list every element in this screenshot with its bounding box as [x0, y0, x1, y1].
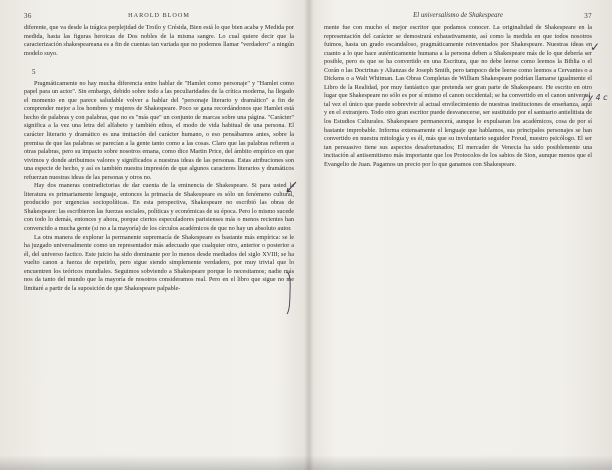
bottom-shadow	[0, 455, 612, 470]
right-running-title: El universalismo de Shakespeare	[413, 12, 503, 19]
left-running-title: HAROLD BLOOM	[128, 12, 190, 19]
right-body-text	[324, 24, 592, 169]
book-gutter	[304, 0, 314, 470]
pencil-arrow-mark	[284, 180, 298, 196]
check-mark: ✓	[590, 40, 601, 54]
margin-note: / y 4 c	[583, 93, 608, 102]
right-running-head	[324, 10, 592, 24]
left-intro-paragraph: diferente, que va desde la trágica perplejidad de Troilo y Crésida, Bien está lo que bien acaba y Medida por medida, hasta las figuras heroicas de Dos nobles de la misma sangre. Lo cual quiere decir que la caracterización shakespeareana es a fin de cuentas tan variada que no podemos llamar "verdadero" a ningún modelo suyo.	[24, 24, 294, 57]
left-paragraph: Hay dos maneras contradictorias de dar cuenta de la eminencia de Shakespeare. Si para usted la literatura es primariamente lenguaje, entonces la primacía de Shakespeare es sólo un fenómeno cultural, producido por urgencias sociopolíticas. En esta perspectiva, Shakespeare no escribió las obras de Shakespeare: las escribieron las fuerzas sociales, políticas y económicas de su época. Pero lo mismo sucede con todo lo demás, entonces y ahora, porque ciertos especuladores parisienses más o menos recientes han convencido a mucha gente (si no a la mayoría) de los círculos académicos de que no hay un absoluto autor.	[24, 182, 294, 233]
left-page-number: 36	[24, 12, 32, 20]
right-paragraph: mente fue con mucho el mejor escritor que podamos conocer. La originalidad de Shakespeare en la representación del carácter se demostrará exhaustivamente, así como la medida en que todos nosotros fuimos, hasta un grado escandaloso, pragmáticamente reinventados por Shakespeare. Nuestras ideas en cuanto a lo que hace auténticamente humana a la persona deben a Shakespeare más de lo que debería ser posible, pero es que se ha convertido en una Escritura, que no debe leerse como leemos la Biblia o el Corán o las Doctrinas y Alianzas de Joseph Smith, pero tampoco debe leerse como leemos a Cervantes o a Dickens o a Walt Whitman. Las Obras Completas de William Shakespeare podrían llamarse igualmente el Libro de la Realidad, por muy fantástico que pretenda ser gran parte de Shakespeare. He escrito en otro lugar que Shakespeare no sólo es por sí mismo el canon occidental; se ha convertido en el canon universal, tal vez el único que puede sobrevivir al actual envilecimiento de nuestras instituciones de enseñanza, aquí y en el extranjero. Todo otro gran escritor puede desvanecerse, ser sustituido por el santuario antielitista de los Estudios Culturales. Shakespeare permanecerá, aunque lo expulsaran los académicos, cosa de por sí bastante improbable. Informa extensamente el lenguaje que hablamos, sus principales personajes se han convertido en nuestra mitología y es él, más que su involuntario seguidor Freud, nuestro psicólogo. El ser tan persuasivo tiene sus aspectos desafortunados; El mercader de Venecia ha sido posiblemente una incitación al antisemitismo más importante que los Protocolos de los sabios de Sion, aunque menos que el Evangelio de Juan. Pagamos un precio por lo que ganamos con Shakespeare.	[324, 24, 592, 168]
left-paragraph: La otra manera de explorar la permanente supremacía de Shakespeare es bastante más empírica: se le ha juzgado universalmente como un representador más adecuado que cualquier otro, anterior o posterior a él, del universo factico. Este juicio ha sido dominante por lo menos desde mediados del siglo XVIII; se ha vuelto canon a fuerza de repetirlo, pero sigue siendo simplemente verdadero, por muy trivial que lo encuentren los teóricos mundiales. Seguimos sobviendo a Shakespeare porque lo necesitamos; nadie más nos da tanto del mundo que la mayoría de nosotros consideramos real. Pero en el libro que sigue no me limitaré a partir de la suposición de que Shakespeare palpable-	[24, 233, 294, 292]
right-page-number: 37	[584, 12, 592, 20]
left-paragraph: Pragmáticamente no hay mucha diferencia entre hablar de "Hamlet como personaje" y "Hamlet como papel para un actor". Sin embargo, debido sobre todo a las peculiaridades de la crítica moderna, ha llegado el momento en que parece saludable volver a hablar del "personaje literario y dramático" a fin de comprender mejor a los hombres y mujeres de Shakespeare. Poco se gana recordándonos que Hamlet está hecho de palabras y con palabras, que no es "más que" un conjunto de marcas sobre una página. "Carácter" significa a la vez una letra del alfabeto y también ethos, el modo de vida habitual de una persona. El carácter literario y dramático es una imitación del carácter humano, o eso pensábamos antes, sobre la premisa de que las palabras se parecían a la gente tanto como a las cosas. Claro que las palabras refieren a otras palabras, pero su impacto sobre nosotros emana, como dice Martin Price, del ámbito empírico en que vivimos y donde atribuimos valores y significados a nuestras ideas de las personas. Estas atribuciones son una especie de hecho, y así es también nuestra impresión de que algunos caracteres literarios y dramáticos refuerzan nuestras ideas de las personas y otros no.	[24, 79, 294, 181]
left-body-text	[24, 24, 294, 293]
left-page	[24, 10, 294, 455]
pencil-bracket-mark	[285, 270, 295, 316]
left-running-head	[24, 10, 294, 24]
section-number: 5	[32, 68, 36, 77]
right-page	[324, 10, 592, 455]
